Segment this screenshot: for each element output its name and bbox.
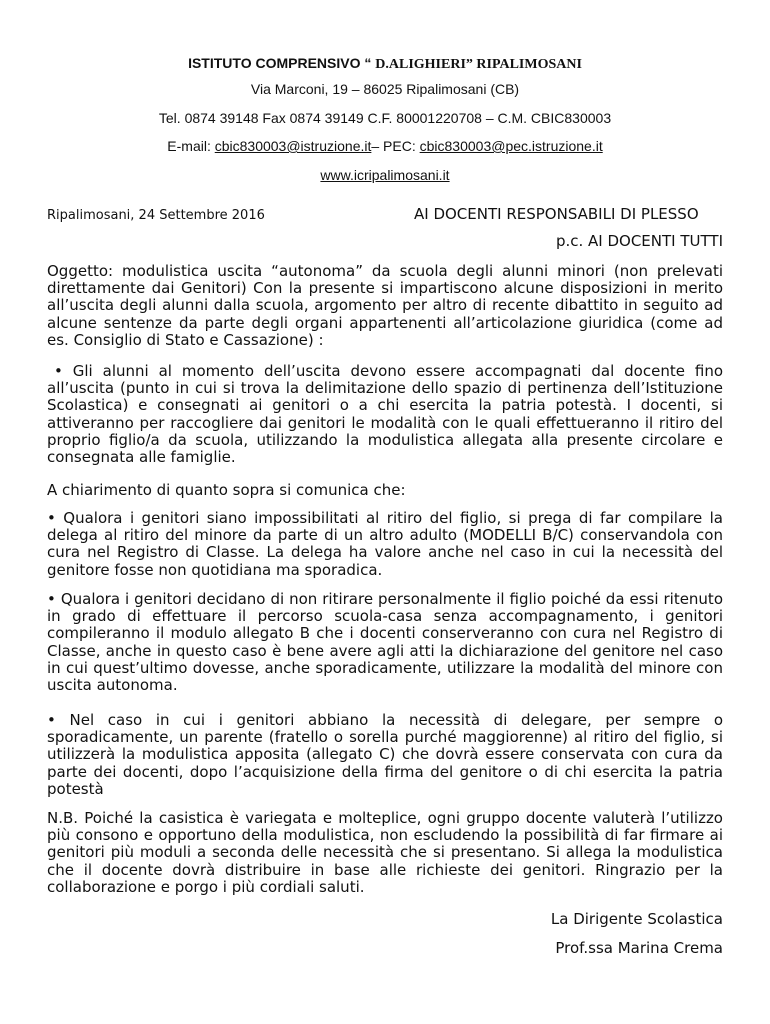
email-label: E-mail: [167,138,215,154]
school-address: Via Marconi, 19 – 86025 Ripalimosani (CB) [250,81,520,97]
signature-role: La Dirigente Scolastica [550,910,723,928]
school-prefix: ISTITUTO COMPRENSIVO “ [188,55,376,71]
pec-link[interactable]: cbic830003@pec.istruzione.it [419,138,603,154]
pec-label: – PEC: [371,138,420,154]
signature-name: Prof.ssa Marina Crema [555,939,723,957]
website-link[interactable]: www.icripalimosani.it [320,167,450,183]
point-1-paragraph: • Gli alunni al momento dell’uscita devono essere accompagnati dal docente fino all’uscita (punto in cui si trova la delimitazione dello spazio di pertinenza dell’Istituzione Scolastica) e consegnati ai genitori o a chi esercita la patria potestà. I docenti, si attiveranno per raccogliere dai genitori le modalità con le quali effettueranno il ritiro del proprio figlio/a da scuola, utilizzando la modulistica allegata alla presente circolare e consegnata alle famiglie. [47,362,723,467]
email-link[interactable]: cbic830003@istruzione.it [214,138,372,154]
subject-paragraph: Oggetto: modulistica uscita “autonoma” da scuola degli alunni minori (non prelevati direttamente dai Genitori) Con la presente si impartiscono alcune disposizioni in merito all’uscita degli alunni dalla scuola, argomento per altro di recente dibattito in seguito ad alcune sentenze da parte degli organi appartenenti all’articolazione giuridica (come ad es. Consiglio di Stato e Cassazione) : [47,262,723,349]
nb-paragraph: N.B. Poiché la casistica è variegata e molteplice, ogni gruppo docente valuterà l’utilizzo più consono e opportuno della modulistica, non escludendo la possibilità di far firmare ai genitori più moduli a seconda delle necessità che si presentano. Si allega la modulistica che il docente dovrà distribuire in base alle richieste dei genitori. Ringrazio per la collaborazione e porgo i più cordiali saluti. [47,809,723,896]
school-title [0,54,770,74]
point-4-paragraph: • Nel caso in cui i genitori abbiano la necessità di delegare, per sempre o sporadicamente, un parente (fratello o sorella purché maggiorenne) al ritiro del figlio, si utilizzerà la modulistica apposita (allegato C) che dovrà essere conservata con cura da parte dei docenti, dopo l’acquisizione della firma del genitore o di chi esercita la patria potestà [47,711,723,798]
cc-recipient: p.c. AI DOCENTI TUTTI [555,232,723,250]
place-date: Ripalimosani, 24 Settembre 2016 [47,208,265,223]
school-contacts: Tel. 0874 39148 Fax 0874 39149 C.F. 80001220708 – C.M. CBIC830003 [158,110,612,126]
recipient: AI DOCENTI RESPONSABILI DI PLESSO [414,205,699,223]
clarification-paragraph: A chiarimento di quanto sopra si comunica che: [47,481,406,499]
school-website-line [0,166,770,184]
school-email-line [0,137,770,155]
point-3-paragraph: • Qualora i genitori decidano di non ritirare personalmente il figlio poiché da essi ritenuto in grado di effettuare il percorso scuola-casa senza accompagnamento, i genitori compileranno il modulo allegato B che i docenti conserveranno con cura nel Registro di Classe, anche in questo caso è bene avere agli atti la dichiarazione del genitore nel caso in cui quest’ultimo dovesse, anche sporadicamente, utilizzare la modalità del minore con uscita autonoma. [47,590,723,695]
school-name: D.ALIGHIERI” RIPALIMOSANI [375,57,582,72]
point-2-paragraph: • Qualora i genitori siano impossibilitati al ritiro del figlio, si prega di far compilare la delega al ritiro del minore da parte di un altro adulto (MODELLI B/C) conservandola con cura nel Registro di Classe. La delega ha valore anche nel caso in cui la necessità del genitore fosse non quotidiana ma sporadica. [47,509,723,579]
